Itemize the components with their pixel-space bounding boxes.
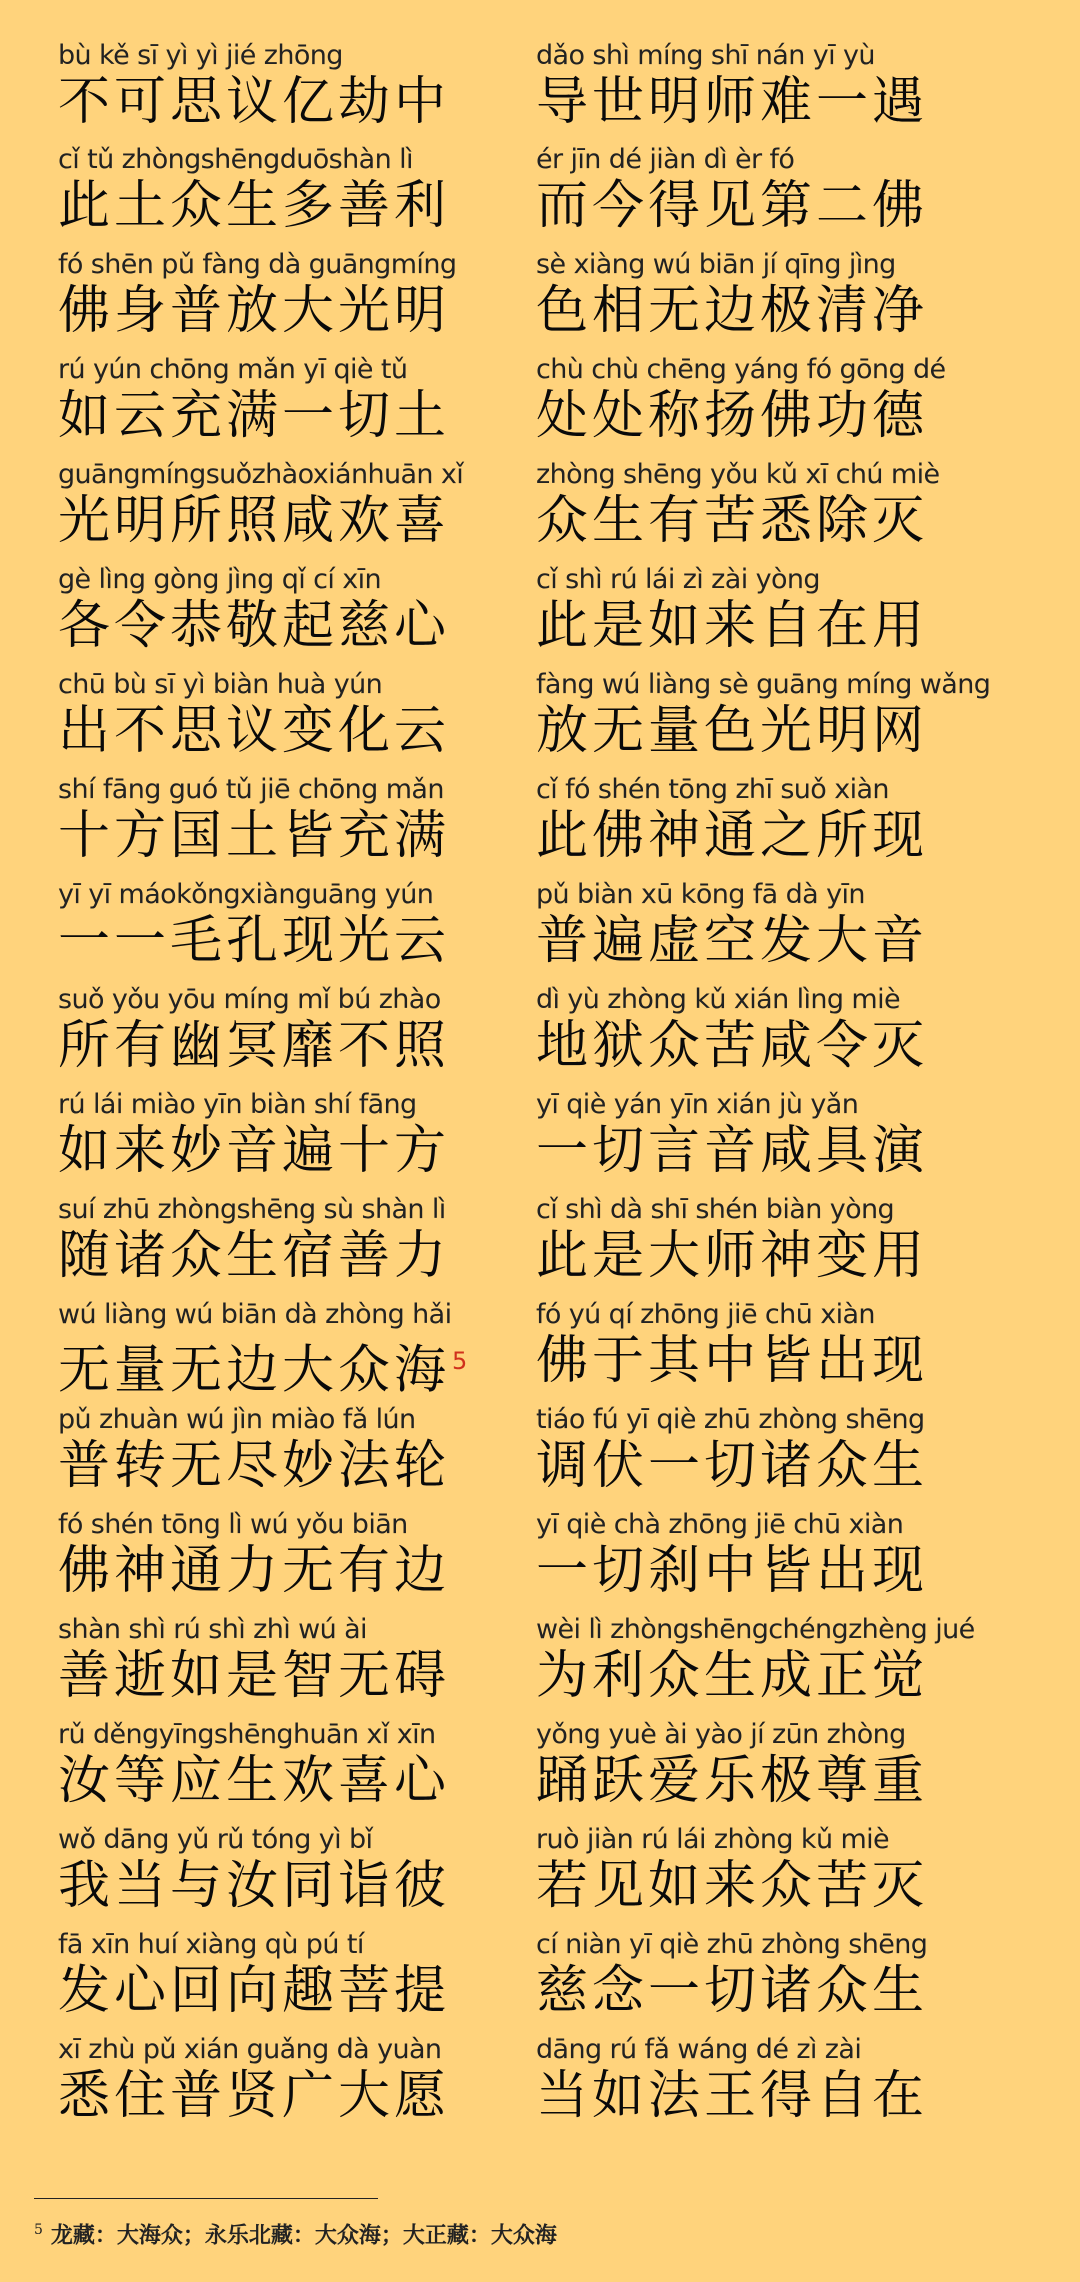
pinyin-line: suǒ yǒu yōu míng mǐ bú zhào (58, 984, 441, 1015)
pinyin-line: fó shén tōng lì wú yǒu biān (58, 1509, 408, 1540)
verse-row (58, 877, 1048, 971)
hanzi-line: 放无量色光明网 (536, 701, 929, 761)
hanzi-line: 此是如来自在用 (536, 596, 929, 656)
verse-left (58, 457, 508, 551)
pinyin-line: gè lìng gòng jìng qǐ cí xīn (58, 564, 382, 595)
hanzi-line: 光明所照咸欢喜 (58, 491, 451, 551)
hanzi-line: 悉住普贤广大愿 (58, 2066, 451, 2126)
hanzi-line: 出不思议变化云 (58, 701, 451, 761)
pinyin-line: fàng wú liàng sè guāng míng wǎng (536, 669, 991, 700)
verse-row (58, 457, 1048, 551)
pinyin-line: fó yú qí zhōng jiē chū xiàn (536, 1299, 875, 1330)
pinyin-line: suí zhū zhòngshēng sù shàn lì (58, 1194, 446, 1225)
pinyin-line: rǔ děngyīngshēnghuān xǐ xīn (58, 1719, 436, 1750)
verse-row (58, 1087, 1048, 1181)
verse-left (58, 1822, 508, 1916)
verse-right (536, 982, 986, 1076)
pinyin-line: bù kě sī yì yì jié zhōng (58, 40, 343, 71)
hanzi-line: 不可思议亿劫中 (58, 72, 451, 132)
hanzi-line: 一一毛孔现光云 (58, 911, 451, 971)
pinyin-line: zhòng shēng yǒu kǔ xī chú miè (536, 459, 940, 490)
verse-right (536, 1297, 986, 1391)
verse-row (58, 1297, 1048, 1401)
verse-left (58, 1402, 508, 1496)
footnote-text: 龙藏：大海众；永乐北藏：大众海；大正藏：大众海 (50, 2222, 557, 2249)
verse-left (58, 1612, 508, 1706)
pinyin-line: yǒng yuè ài yào jí zūn zhòng (536, 1719, 906, 1750)
verse-left (58, 1717, 508, 1811)
hanzi-line: 众生有苦悉除灭 (536, 491, 929, 551)
verse-left (58, 247, 508, 341)
verse-left (58, 982, 508, 1076)
pinyin-line: guāngmíngsuǒzhàoxiánhuān xǐ (58, 459, 464, 490)
pinyin-line: chū bù sī yì biàn huà yún (58, 669, 383, 700)
verse-row (58, 1717, 1048, 1811)
hanzi-line: 慈念一切诸众生 (536, 1961, 929, 2021)
verse-left (58, 2032, 508, 2126)
pinyin-line: fā xīn huí xiàng qù pú tí (58, 1929, 364, 1960)
verse-left (58, 38, 508, 132)
pinyin-line: wèi lì zhòngshēngchéngzhèng jué (536, 1614, 975, 1645)
pinyin-line: rú lái miào yīn biàn shí fāng (58, 1089, 417, 1120)
verse-row (58, 142, 1048, 236)
verse-right (536, 877, 986, 971)
verse-row (58, 1822, 1048, 1916)
pinyin-line: tiáo fú yī qiè zhū zhòng shēng (536, 1404, 925, 1435)
verse-row (58, 562, 1048, 656)
hanzi-line: 各令恭敬起慈心 (58, 596, 451, 656)
hanzi-line: 调伏一切诸众生 (536, 1436, 929, 1496)
pinyin-line: cǐ fó shén tōng zhī suǒ xiàn (536, 774, 889, 805)
hanzi-line: 善逝如是智无碍 (58, 1646, 451, 1706)
hanzi-line: 发心回向趣菩提 (58, 1961, 451, 2021)
verse-row (58, 1192, 1048, 1286)
pinyin-line: dì yù zhòng kǔ xián lìng miè (536, 984, 901, 1015)
hanzi-line: 一切刹中皆出现 (536, 1541, 929, 1601)
hanzi-line: 佛身普放大光明 (58, 281, 451, 341)
verse-left (58, 1192, 508, 1286)
verse-left (58, 877, 508, 971)
hanzi-line: 色相无边极清净 (536, 281, 929, 341)
verse-row (58, 352, 1048, 446)
verse-right (536, 457, 986, 551)
verse-right (536, 142, 986, 236)
pinyin-line: pǔ zhuàn wú jìn miào fǎ lún (58, 1404, 416, 1435)
verse-row (58, 247, 1048, 341)
hanzi-line: 如来妙音遍十方 (58, 1121, 451, 1181)
footnote-divider (34, 2198, 378, 2199)
verse-row (58, 38, 1048, 132)
hanzi-line: 佛于其中皆出现 (536, 1331, 929, 1391)
hanzi-line: 而今得见第二佛 (536, 176, 929, 236)
verse-right (536, 1087, 986, 1181)
hanzi-line: 十方国土皆充满 (58, 806, 451, 866)
hanzi-line: 处处称扬佛功德 (536, 386, 929, 446)
verse-left (58, 772, 508, 866)
pinyin-line: shí fāng guó tǔ jiē chōng mǎn (58, 774, 444, 805)
verse-left (58, 142, 508, 236)
verse-right (536, 772, 986, 866)
verse-right (536, 667, 991, 761)
hanzi-line: 当如法王得自在 (536, 2066, 929, 2126)
verse-row (58, 982, 1048, 1076)
hanzi-line: 若见如来众苦灭 (536, 1856, 929, 1916)
pinyin-line: wú liàng wú biān dà zhòng hǎi (58, 1299, 452, 1330)
verse-left (58, 1297, 508, 1401)
pinyin-line: fó shēn pǔ fàng dà guāngmíng (58, 249, 457, 280)
verse-left (58, 1927, 508, 2021)
verse-right (536, 2032, 986, 2126)
verse-right (536, 1717, 986, 1811)
pinyin-line: ruò jiàn rú lái zhòng kǔ miè (536, 1824, 890, 1855)
pinyin-line: xī zhù pǔ xián guǎng dà yuàn (58, 2034, 442, 2065)
pinyin-line: cǐ tǔ zhòngshēngduōshàn lì (58, 144, 413, 175)
hanzi-line: 普遍虚空发大音 (536, 911, 929, 971)
verse-right (536, 352, 986, 446)
verse-right (536, 1612, 986, 1706)
verse-right (536, 1822, 986, 1916)
verse-right (536, 1927, 986, 2021)
verse-right (536, 1507, 986, 1601)
pinyin-line: wǒ dāng yǔ rǔ tóng yì bǐ (58, 1824, 373, 1855)
verse-left (58, 352, 508, 446)
pinyin-line: cǐ shì rú lái zì zài yòng (536, 564, 820, 595)
verse-row (58, 667, 1048, 761)
verse-left (58, 562, 508, 656)
hanzi-text: 无量无边大众海 (58, 1340, 451, 1401)
verse-left (58, 667, 508, 761)
hanzi-line: 如云充满一切土 (58, 386, 451, 446)
verse-row (58, 2032, 1048, 2126)
hanzi-line: 佛神通力无有边 (58, 1541, 451, 1601)
hanzi-line: 随诸众生宿善力 (58, 1226, 451, 1286)
verse-row (58, 772, 1048, 866)
verse-left (58, 1507, 508, 1601)
hanzi-line: 此佛神通之所现 (536, 806, 929, 866)
pinyin-line: sè xiàng wú biān jí qīng jìng (536, 249, 896, 280)
pinyin-line: shàn shì rú shì zhì wú ài (58, 1614, 367, 1645)
pinyin-line: yī qiè chà zhōng jiē chū xiàn (536, 1509, 904, 1540)
hanzi-line: 为利众生成正觉 (536, 1646, 929, 1706)
pinyin-line: cǐ shì dà shī shén biàn yòng (536, 1194, 895, 1225)
verse-row (58, 1927, 1048, 2021)
verse-right (536, 1402, 986, 1496)
pinyin-line: yī qiè yán yīn xián jù yǎn (536, 1089, 859, 1120)
pinyin-line: dǎo shì míng shī nán yī yù (536, 40, 875, 71)
verse-row (58, 1612, 1048, 1706)
hanzi-line: 地狱众苦咸令灭 (536, 1016, 929, 1076)
pinyin-line: rú yún chōng mǎn yī qiè tǔ (58, 354, 408, 385)
hanzi-line: 此土众生多善利 (58, 176, 451, 236)
verse-right (536, 562, 986, 656)
hanzi-line: 踊跃爱乐极尊重 (536, 1751, 929, 1811)
hanzi-line: 我当与汝同诣彼 (58, 1856, 451, 1916)
verse-right (536, 1192, 986, 1286)
pinyin-line: chù chù chēng yáng fó gōng dé (536, 354, 946, 385)
hanzi-line (58, 1331, 508, 1401)
footnote-number: 5 (34, 2222, 43, 2238)
hanzi-line: 一切言音咸具演 (536, 1121, 929, 1181)
pinyin-line: cí niàn yī qiè zhū zhòng shēng (536, 1929, 928, 1960)
verse-row (58, 1402, 1048, 1496)
hanzi-line: 所有幽冥靡不照 (58, 1016, 451, 1076)
pinyin-line: ér jīn dé jiàn dì èr fó (536, 144, 795, 175)
verse-right (536, 38, 986, 132)
hanzi-line: 汝等应生欢喜心 (58, 1751, 451, 1811)
hanzi-line: 导世明师难一遇 (536, 72, 929, 132)
hanzi-line: 此是大师神变用 (536, 1226, 929, 1286)
verse-row (58, 1507, 1048, 1601)
pinyin-line: pǔ biàn xū kōng fā dà yīn (536, 879, 865, 910)
pinyin-line: yī yī máokǒngxiànguāng yún (58, 879, 434, 910)
footnote-marker[interactable]: 5 (452, 1347, 468, 1375)
hanzi-line: 普转无尽妙法轮 (58, 1436, 451, 1496)
footnote (34, 2212, 934, 2248)
verse-left (58, 1087, 508, 1181)
verse-right (536, 247, 986, 341)
pinyin-line: dāng rú fǎ wáng dé zì zài (536, 2034, 862, 2065)
